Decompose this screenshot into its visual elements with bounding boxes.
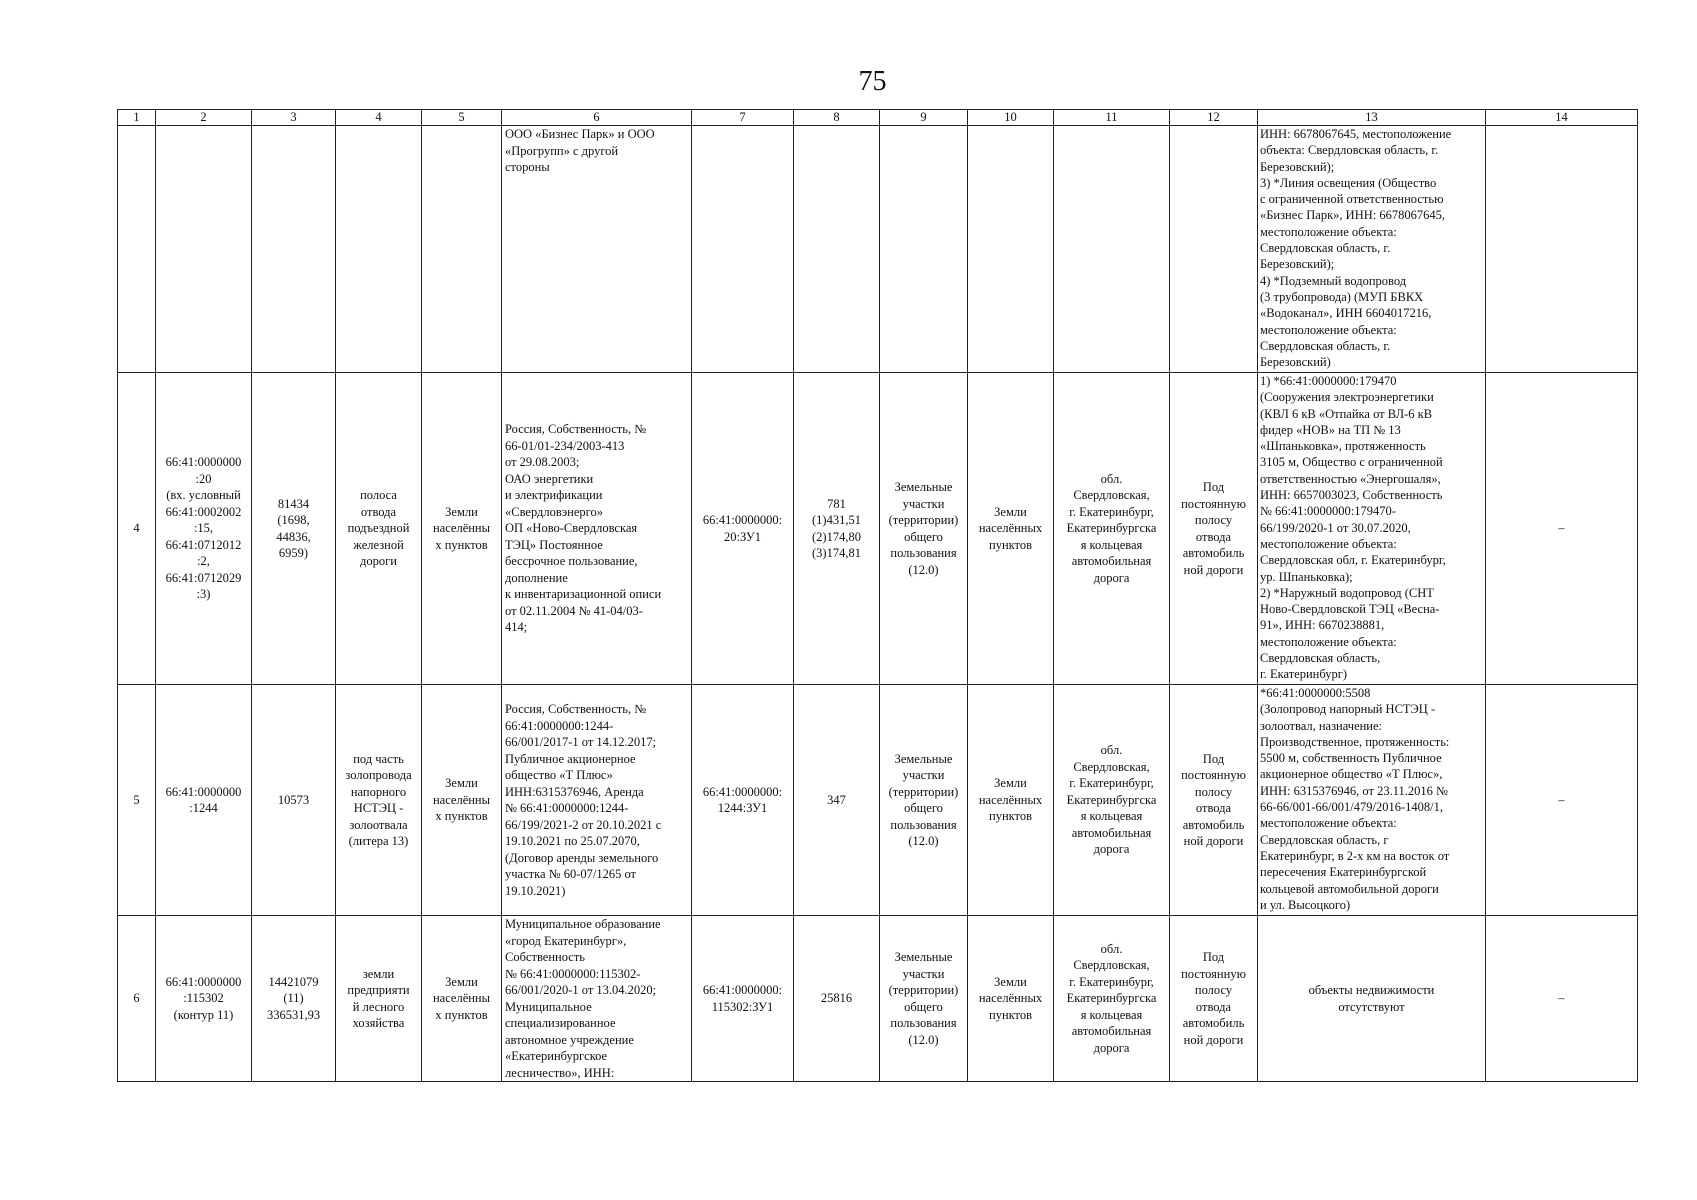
cadastral-number <box>156 126 252 373</box>
permitted-use: земли предприяти й лесного хозяйства <box>336 916 422 1082</box>
use-type <box>880 126 968 373</box>
location: обл. Свердловская, г. Екатеринбург, Екатеринбургска я кольцевая автомобильная дорога <box>1054 373 1170 685</box>
plot-area <box>794 126 880 373</box>
rights-info: Россия, Собственность, № 66:41:0000000:1244- 66/001/2017-1 от 14.12.2017; Публичное акционерное общество «Т Плюс» ИНН:6315376946, Аренда № 66:41:0000000:1244- 66/199/2021-2 от 20.10.2021 с 19.10.2021 по 25.07.2070, (Договор аренды земельного участка № 60-07/1265 от 19.10.2021) <box>502 685 692 916</box>
real-estate-objects: объекты недвижимости отсутствуют <box>1258 916 1486 1082</box>
cadastral-number: 66:41:0000000 :20 (вх. условный 66:41:0002002 :15, 66:41:0712012 :2, 66:41:0712029 :3) <box>156 373 252 685</box>
plot-designation: 66:41:0000000: 20:ЗУ1 <box>692 373 794 685</box>
area <box>252 126 336 373</box>
purpose: Под постоянную полосу отвода автомобиль ной дороги <box>1170 916 1258 1082</box>
notes: – <box>1486 916 1638 1082</box>
header-cell: 5 <box>422 110 502 126</box>
area: 14421079 (11) 336531,93 <box>252 916 336 1082</box>
purpose <box>1170 126 1258 373</box>
row-number: 6 <box>118 916 156 1082</box>
notes: – <box>1486 373 1638 685</box>
category: Земли населённых пунктов <box>968 916 1054 1082</box>
permitted-use: полоса отвода подъездной железной дороги <box>336 373 422 685</box>
header-cell: 10 <box>968 110 1054 126</box>
location: обл. Свердловская, г. Екатеринбург, Екатеринбургска я кольцевая автомобильная дорога <box>1054 685 1170 916</box>
cadastral-number: 66:41:0000000 :115302 (контур 11) <box>156 916 252 1082</box>
use-type: Земельные участки (территории) общего пользования (12.0) <box>880 916 968 1082</box>
use-type: Земельные участки (территории) общего пользования (12.0) <box>880 685 968 916</box>
plot-designation: 66:41:0000000: 1244:ЗУ1 <box>692 685 794 916</box>
header-cell: 1 <box>118 110 156 126</box>
category: Земли населённых пунктов <box>968 373 1054 685</box>
header-cell: 14 <box>1486 110 1638 126</box>
land-category: Земли населённы х пунктов <box>422 373 502 685</box>
area: 81434 (1698, 44836, 6959) <box>252 373 336 685</box>
column-number-row <box>118 110 1638 126</box>
real-estate-objects: ИНН: 6678067645, местоположение объекта: Свердловская область, г. Березовский); 3) *Линия освещения (Общество с ограниченной ответственностью «Бизнес Парк», ИНН: 6678067645, местоположение объекта: Свердловская область, г. Березовский); 4) *Подземный водопровод (3 трубопровода) (МУП БВКХ «Водоканал», ИНН 6604017216, местоположение объекта: Свердловская область, г. Березовский) <box>1258 126 1486 373</box>
plot-area: 781 (1)431,51 (2)174,80 (3)174,81 <box>794 373 880 685</box>
rights-info: ООО «Бизнес Парк» и ООО «Прогрупп» с другой стороны <box>502 126 692 373</box>
land-register-table <box>117 109 1638 1082</box>
use-type: Земельные участки (территории) общего пользования (12.0) <box>880 373 968 685</box>
location: обл. Свердловская, г. Екатеринбург, Екатеринбургска я кольцевая автомобильная дорога <box>1054 916 1170 1082</box>
table-row <box>118 373 1638 685</box>
plot-area: 25816 <box>794 916 880 1082</box>
category: Земли населённых пунктов <box>968 685 1054 916</box>
purpose: Под постоянную полосу отвода автомобиль ной дороги <box>1170 373 1258 685</box>
category <box>968 126 1054 373</box>
page-number: 75 <box>858 66 887 97</box>
area: 10573 <box>252 685 336 916</box>
plot-designation: 66:41:0000000: 115302:ЗУ1 <box>692 916 794 1082</box>
header-cell: 11 <box>1054 110 1170 126</box>
row-number <box>118 126 156 373</box>
table-row <box>118 916 1638 1082</box>
land-category <box>422 126 502 373</box>
land-category: Земли населённы х пунктов <box>422 916 502 1082</box>
header-cell: 4 <box>336 110 422 126</box>
row-number: 4 <box>118 373 156 685</box>
plot-area: 347 <box>794 685 880 916</box>
permitted-use: под часть золопровода напорного НСТЭЦ - золоотвала (литера 13) <box>336 685 422 916</box>
rights-info: Россия, Собственность, № 66-01/01-234/2003-413 от 29.08.2003; ОАО энергетики и электрификации «Свердловэнерго» ОП «Ново-Свердловская ТЭЦ» Постоянное бессрочное пользование, дополнение к инвентаризационной описи от 02.11.2004 № 41-04/03- 414; <box>502 373 692 685</box>
header-cell: 9 <box>880 110 968 126</box>
cadastral-number: 66:41:0000000 :1244 <box>156 685 252 916</box>
header-cell: 2 <box>156 110 252 126</box>
location <box>1054 126 1170 373</box>
notes <box>1486 126 1638 373</box>
row-number: 5 <box>118 685 156 916</box>
table-row <box>118 685 1638 916</box>
header-cell: 13 <box>1258 110 1486 126</box>
land-category: Земли населённы х пунктов <box>422 685 502 916</box>
header-cell: 7 <box>692 110 794 126</box>
header-cell: 8 <box>794 110 880 126</box>
purpose: Под постоянную полосу отвода автомобиль ной дороги <box>1170 685 1258 916</box>
real-estate-objects: *66:41:0000000:5508 (Золопровод напорный НСТЭЦ - золоотвал, назначение: Производственное, протяженность: 5500 м, собственность Публичное акционерное общество «Т Плюс», ИНН: 6315376946, от 23.11.2016 № 66-66/001-66/001/479/2016-1408/1, местоположение объекта: Свердловская область, г Екатеринбург, в 2-х км на восток от пересечения Екатеринбургской кольцевой автомобильной дороги и ул. Высоцкого) <box>1258 685 1486 916</box>
header-cell: 6 <box>502 110 692 126</box>
table-row <box>118 126 1638 373</box>
notes: – <box>1486 685 1638 916</box>
plot-designation <box>692 126 794 373</box>
header-cell: 3 <box>252 110 336 126</box>
header-cell: 12 <box>1170 110 1258 126</box>
permitted-use <box>336 126 422 373</box>
rights-info: Муниципальное образование «город Екатеринбург», Собственность № 66:41:0000000:115302- 66/001/2020-1 от 13.04.2020; Муниципальное специализированное автономное учреждение «Екатеринбургское лесничество», ИНН: <box>502 916 692 1082</box>
real-estate-objects: 1) *66:41:0000000:179470 (Сооружения электроэнергетики (КВЛ 6 кВ «Отпайка от ВЛ-6 кВ фидер «НОВ» на ТП № 13 «Шпаньковка», протяженность 3105 м, Общество с ограниченной ответственностью «Энергошаля», ИНН: 6657003023, Собственность № 66:41:0000000:179470- 66/199/2020-1 от 30.07.2020, местоположение объекта: Свердловская обл, г. Екатеринбург, ур. Шпаньковка); 2) *Наружный водопровод (СНТ Ново-Свердловской ТЭЦ «Весна- 91», ИНН: 6670238881, местоположение объекта: Свердловская область, г. Екатеринбург) <box>1258 373 1486 685</box>
